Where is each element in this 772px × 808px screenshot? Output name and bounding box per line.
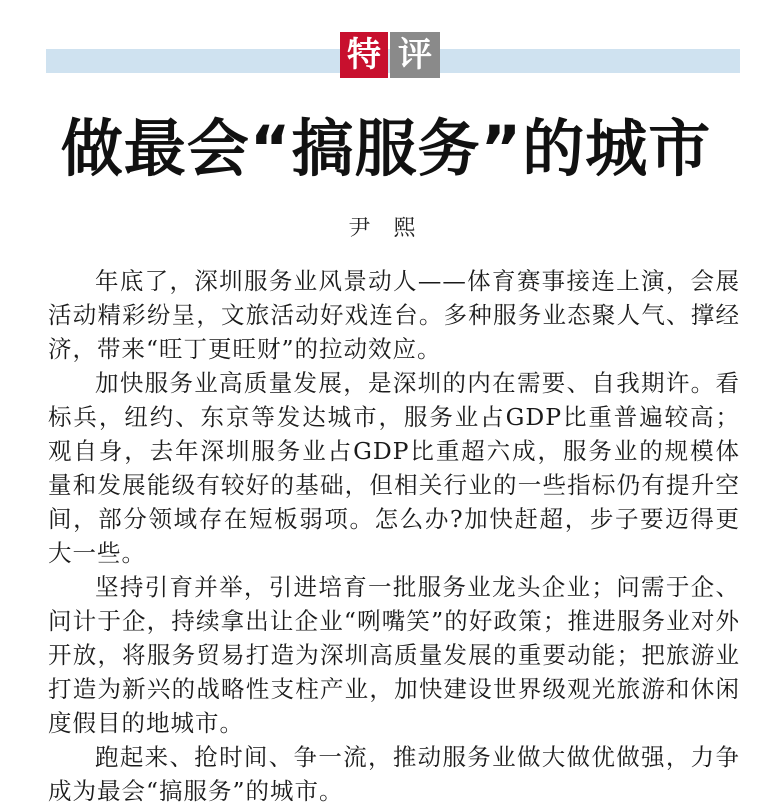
- article-paragraph: 加快服务业高质量发展，是深圳的内在需要、自我期许。看标兵，纽约、东京等发达城市，服务业占GDP比重普遍较高；观自身，去年深圳服务业占GDP比重超六成，服务业的规模体量和发展能级有较好的基础，但相关行业的一些指标仍有提升空间，部分领域存在短板弱项。怎么办?加快赶超，步子要迈得更大一些。: [48, 369, 740, 567]
- article-headline: 做最会“搞服务”的城市: [60, 112, 712, 185]
- column-badge-review: 评: [390, 32, 440, 78]
- article-paragraph: 年底了，深圳服务业风景动人——体育赛事接连上演，会展活动精彩纷呈，文旅活动好戏连台。多种服务业态聚人气、撑经济，带来“旺丁更旺财”的拉动效应。: [48, 267, 740, 363]
- article-paragraph: 坚持引育并举，引进培育一批服务业龙头企业；问需于企、问计于企，持续拿出让企业“咧嘴笑”的好政策；推进服务业对外开放，将服务贸易打造为深圳高质量发展的重要动能；把旅游业打造为新兴的战略性支柱产业，加快建设世界级观光旅游和休闲度假目的地城市。: [48, 573, 740, 737]
- article-byline: 尹 熙: [348, 216, 424, 241]
- column-badge-special: 特: [340, 32, 388, 78]
- article-paragraph: 跑起来、抢时间、争一流，推动服务业做大做优做强，力争成为最会“搞服务”的城市。: [48, 743, 740, 805]
- article-body: [48, 264, 740, 808]
